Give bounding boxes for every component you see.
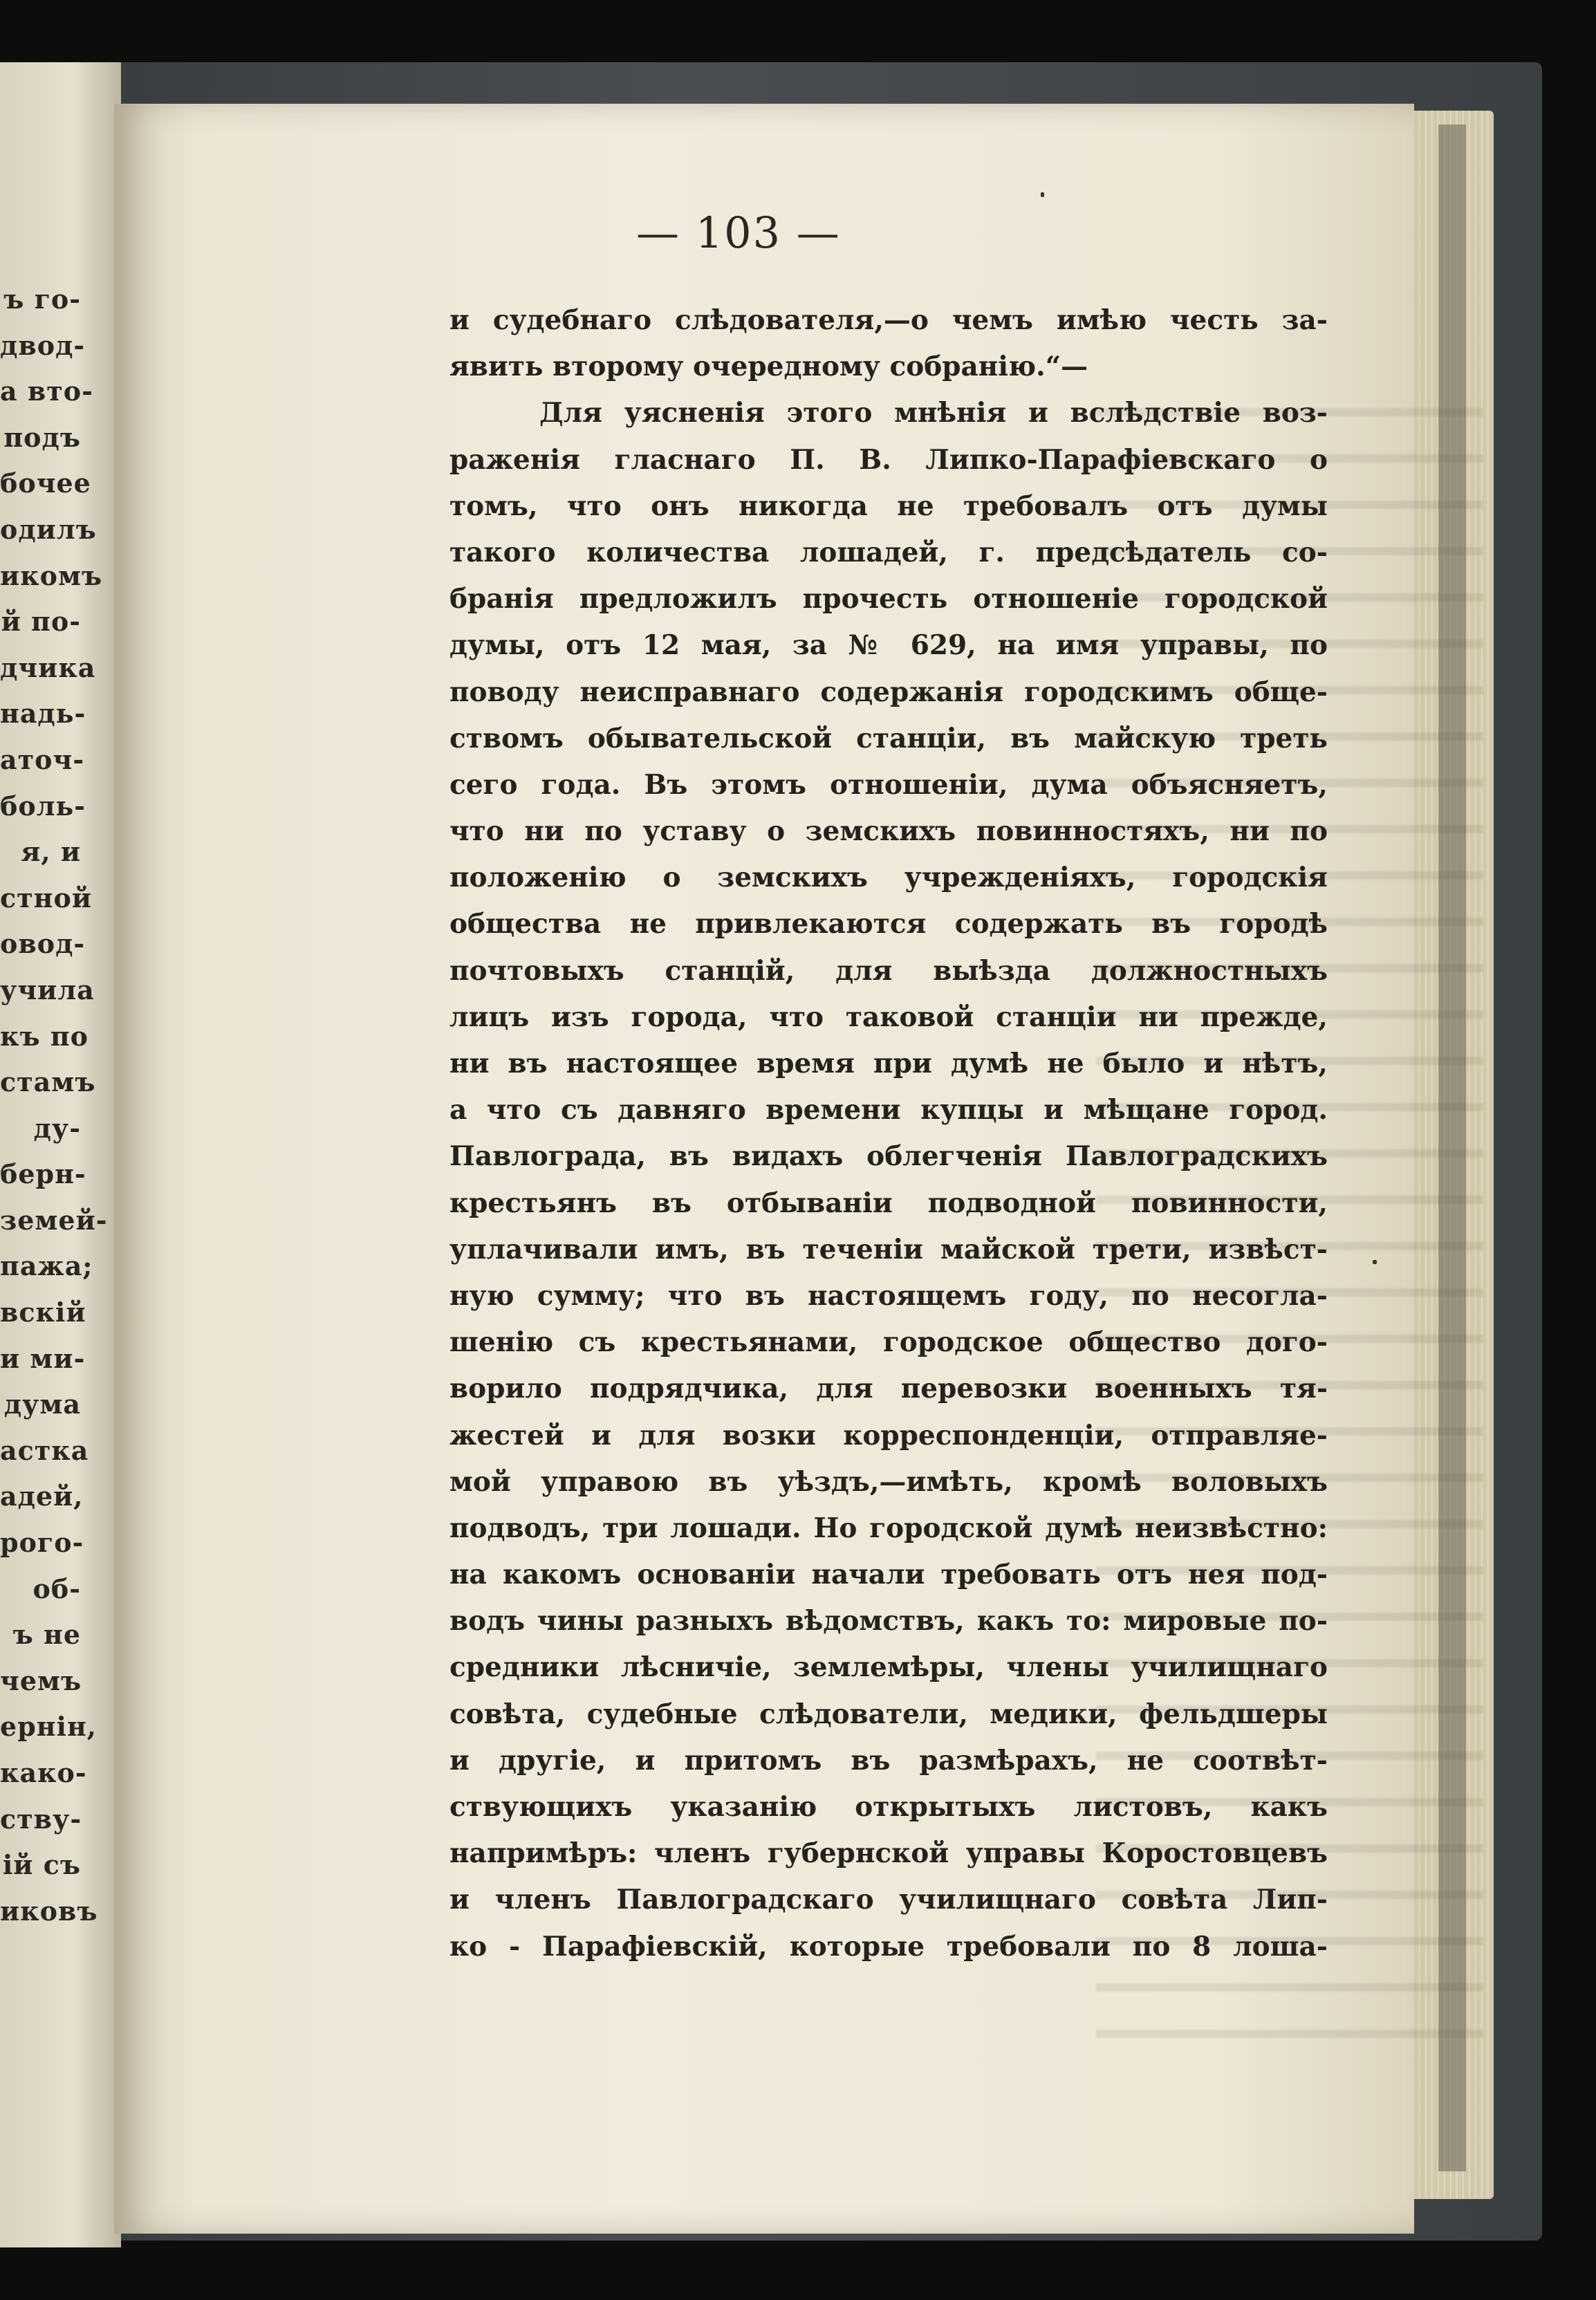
- left-page-line: стамъ: [0, 1066, 96, 1098]
- left-page-line: вскій: [0, 1297, 86, 1328]
- left-page-line: учила: [0, 974, 95, 1005]
- left-page-line: дума: [3, 1389, 81, 1420]
- text-line: ствующихъ указанію открытыхъ листовъ, какъ: [449, 1791, 1328, 1823]
- text-line: явить второму очередному собранію.“—: [449, 351, 1088, 383]
- left-page-line: и ми-: [0, 1342, 86, 1374]
- text-line: Для уясненія этого мнѣнія и вслѣдствіе воз-: [539, 397, 1328, 429]
- left-page-line: къ по: [0, 1020, 89, 1052]
- left-page-line: икомъ: [0, 559, 103, 591]
- text-line: совѣта, судебные слѣдователи, медики, фельдшеры: [449, 1698, 1328, 1730]
- text-line: средники лѣсничіе, землемѣры, члены училищнаго: [449, 1651, 1328, 1684]
- text-line: поводу неисправнаго содержанія городскимъ обще-: [449, 676, 1328, 708]
- left-page-line: берн-: [0, 1158, 86, 1190]
- text-line: положенію о земскихъ учрежденіяхъ, городскія: [449, 862, 1328, 894]
- text-line: ную сумму; что въ настоящемъ году, по несогла-: [449, 1279, 1328, 1312]
- left-page-text: [0, 277, 121, 1934]
- left-page-line: чемъ: [0, 1664, 82, 1696]
- left-page-line: иковъ: [0, 1895, 98, 1927]
- left-page-line: адей,: [0, 1481, 84, 1512]
- left-page-line: боль-: [0, 790, 86, 822]
- left-page-line: аточ-: [0, 743, 85, 775]
- text-line: крестьянъ въ отбываніи подводной повинности,: [449, 1187, 1328, 1219]
- left-page-line: стной: [0, 882, 93, 913]
- text-line: раженія гласнаго П. В. Липко-Парафіевскаго о: [449, 443, 1328, 476]
- ink-speck: [1041, 192, 1044, 197]
- left-page-line: ъ го-: [3, 284, 81, 315]
- text-line: общества не привлекаются содержать въ городѣ: [449, 908, 1328, 940]
- left-page: [0, 62, 121, 2247]
- left-page-line: бочее: [0, 467, 91, 499]
- text-line: сего года. Въ этомъ отношеніи, дума объясняетъ,: [449, 768, 1328, 801]
- left-page-line: ій съ: [2, 1849, 81, 1881]
- text-line: такого количества лошадей, г. предсѣдатель со-: [449, 536, 1328, 568]
- left-page-line: овод-: [0, 928, 86, 960]
- left-page-line: одилъ: [0, 513, 97, 545]
- text-line: лицъ изъ города, что таковой станціи ни прежде,: [449, 1001, 1328, 1033]
- text-line: жестей и для возки корреспонденціи, отправляе-: [449, 1419, 1328, 1452]
- left-page-line: како-: [0, 1757, 87, 1788]
- left-page-line: й по-: [1, 606, 81, 638]
- text-line: бранія предложилъ прочесть отношеніе городской: [449, 583, 1328, 615]
- text-line: а что съ давняго времени купцы и мѣщане город.: [449, 1094, 1328, 1126]
- body-text: [449, 297, 1328, 1970]
- text-line: ворило подрядчика, для перевозки военныхъ тя-: [449, 1373, 1328, 1405]
- text-line: напримѣръ: членъ губернской управы Коростовцевъ: [449, 1837, 1328, 1870]
- text-line: уплачивали имъ, въ теченіи майской трети, извѣст-: [449, 1233, 1328, 1265]
- text-line: и судебнаго слѣдователя,—о чемъ имѣю честь за-: [449, 304, 1328, 336]
- text-line: мой управою въ уѣздъ,—имѣть, кромѣ воловыхъ: [449, 1465, 1328, 1498]
- left-page-line: подъ: [3, 421, 81, 453]
- text-line: водъ чины разныхъ вѣдомствъ, какъ то: мировые по-: [449, 1605, 1328, 1638]
- text-line: почтовыхъ станцій, для выѣзда должностныхъ: [449, 954, 1328, 987]
- left-page-line: дчика: [0, 651, 96, 683]
- left-page-line: пажа;: [0, 1250, 93, 1282]
- text-line: что ни по уставу о земскихъ повинностяхъ, ни по: [449, 815, 1328, 848]
- text-line: и другіе, и притомъ въ размѣрахъ, не соотвѣт-: [449, 1744, 1328, 1777]
- left-page-line: а вто-: [0, 375, 93, 407]
- text-line: томъ, что онъ никогда не требовалъ отъ думы: [449, 490, 1328, 522]
- text-line: думы, отъ 12 мая, за № 629, на имя управы, по: [449, 629, 1328, 662]
- left-page-line: астка: [0, 1434, 89, 1466]
- text-line: на какомъ основаніи начали требовать отъ нея под-: [449, 1559, 1328, 1591]
- page-number: — 103 —: [636, 207, 841, 258]
- left-page-line: ъ не: [12, 1619, 81, 1651]
- left-page-line: я, и: [21, 836, 81, 868]
- text-line: Павлограда, въ видахъ облегченія Павлоградскихъ: [449, 1140, 1328, 1173]
- left-page-line: ству-: [0, 1803, 82, 1835]
- ink-speck: [1373, 1260, 1377, 1264]
- text-line: ко - Парафіевскій, которые требовали по 8 лоша-: [449, 1930, 1328, 1963]
- left-page-line: надь-: [0, 698, 86, 730]
- left-page-line: ду-: [33, 1112, 81, 1144]
- text-line: ни въ настоящее время при думѣ не было и нѣтъ,: [449, 1048, 1328, 1079]
- text-line: ствомъ обывательской станціи, въ майскую треть: [449, 722, 1328, 754]
- left-page-line: ернін,: [0, 1711, 98, 1743]
- text-line: подводъ, три лошади. Но городской думѣ неизвѣстно:: [449, 1512, 1328, 1544]
- left-page-line: земей-: [0, 1204, 108, 1236]
- left-page-line: об-: [33, 1573, 81, 1604]
- text-line: шенію съ крестьянами, городское общество дого-: [449, 1326, 1328, 1359]
- text-line: и членъ Павлоградскаго училищнаго совѣта Лип-: [449, 1884, 1328, 1916]
- left-page-line: двод-: [0, 329, 86, 361]
- left-page-line: рого-: [0, 1527, 84, 1559]
